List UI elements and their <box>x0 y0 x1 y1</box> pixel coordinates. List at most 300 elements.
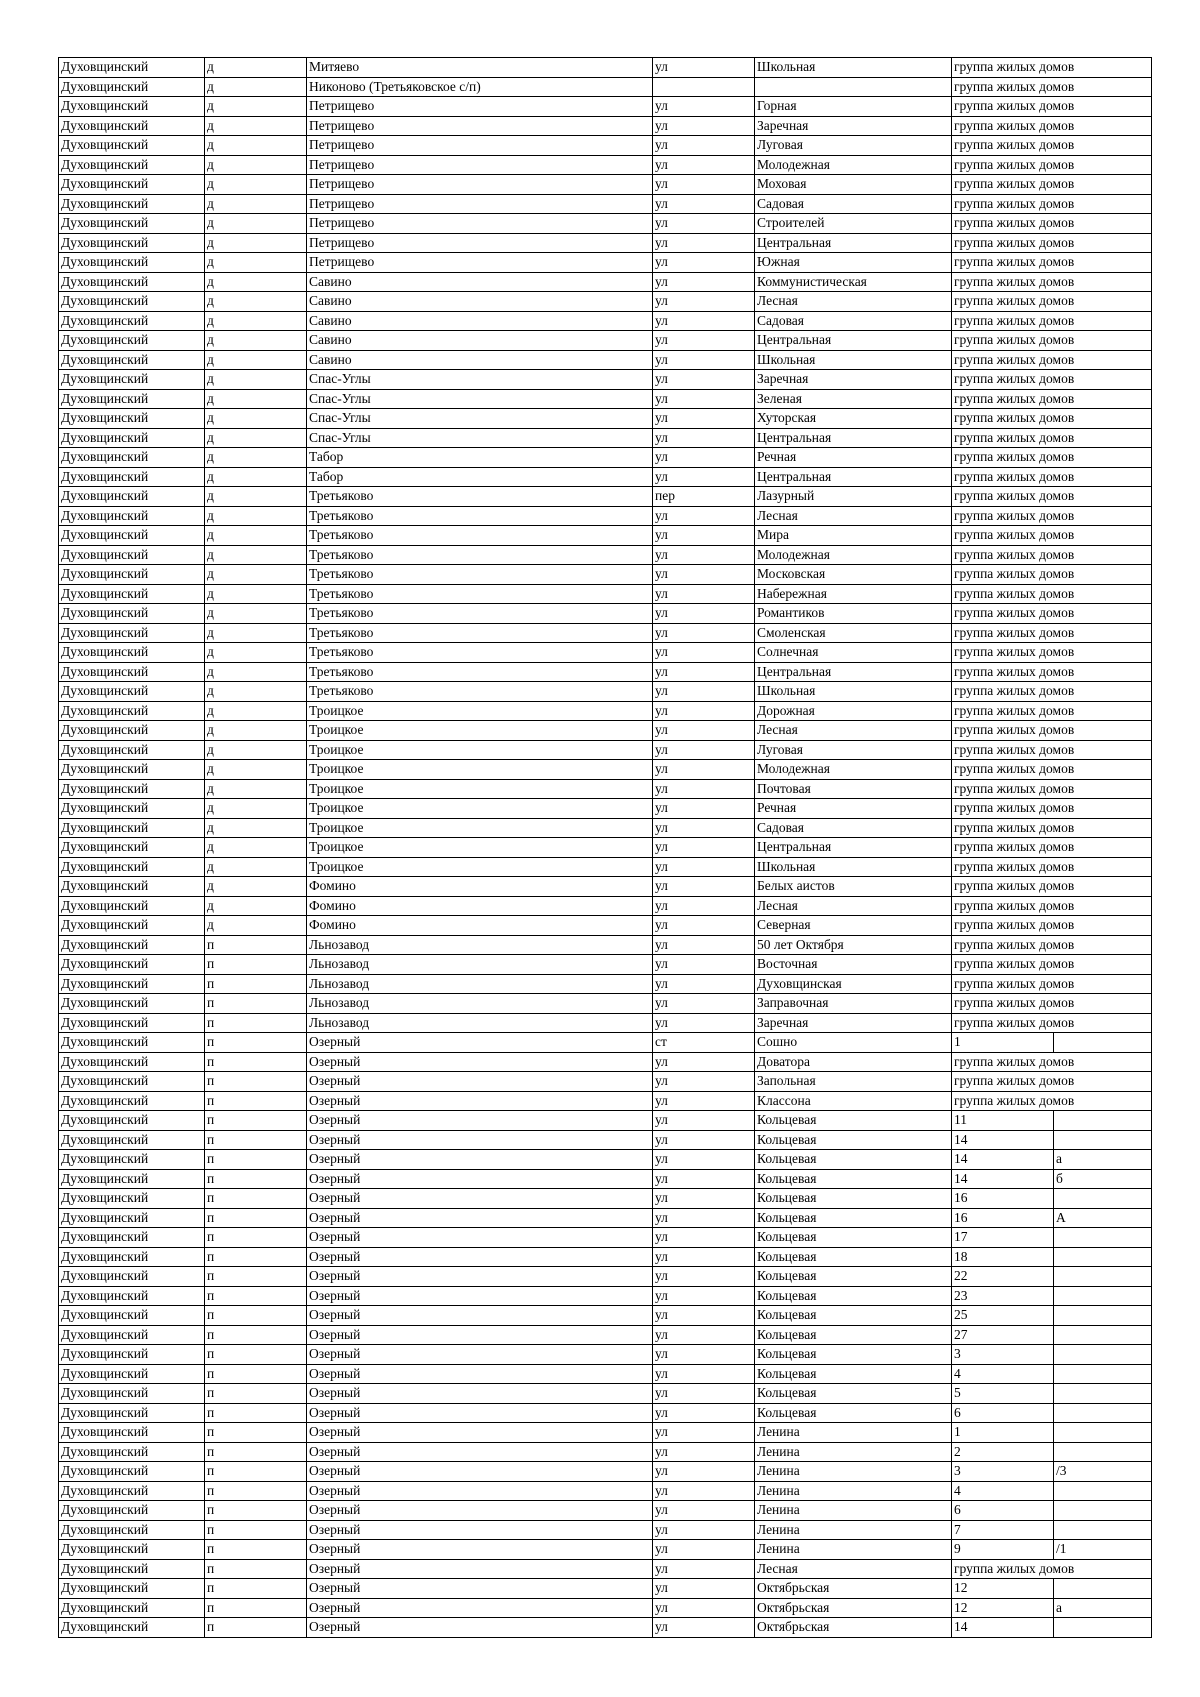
district-cell: Духовщинский <box>59 331 205 351</box>
house-number-cell: группа жилых домов <box>952 760 1152 780</box>
settlement-name-cell: Троицкое <box>307 838 653 858</box>
district-cell: Духовщинский <box>59 955 205 975</box>
house-number-cell: группа жилых домов <box>952 857 1152 877</box>
house-number-cell: 14 <box>952 1169 1054 1189</box>
street-type-cell: ул <box>653 896 755 916</box>
house-number-cell: группа жилых домов <box>952 194 1152 214</box>
street-name-cell: Школьная <box>755 350 952 370</box>
street-type-cell: ул <box>653 779 755 799</box>
house-number-cell: группа жилых домов <box>952 721 1152 741</box>
street-name-cell: Коммунистическая <box>755 272 952 292</box>
street-type-cell: ул <box>653 233 755 253</box>
district-cell: Духовщинский <box>59 1111 205 1131</box>
district-cell: Духовщинский <box>59 1267 205 1287</box>
settlement-type-cell: д <box>205 896 307 916</box>
street-name-cell: Ленина <box>755 1540 952 1560</box>
settlement-name-cell: Озерный <box>307 1247 653 1267</box>
settlement-name-cell: Озерный <box>307 1325 653 1345</box>
table-row <box>59 760 1152 780</box>
settlement-type-cell: д <box>205 331 307 351</box>
settlement-type-cell: д <box>205 487 307 507</box>
table-row <box>59 97 1152 117</box>
district-cell: Духовщинский <box>59 545 205 565</box>
street-name-cell: Ленина <box>755 1481 952 1501</box>
house-number-cell: группа жилых домов <box>952 1091 1152 1111</box>
house-number-cell: группа жилых домов <box>952 877 1152 897</box>
table-row <box>59 487 1152 507</box>
house-number-cell: группа жилых домов <box>952 526 1152 546</box>
settlement-name-cell: Троицкое <box>307 721 653 741</box>
house-suffix-cell <box>1054 1618 1152 1638</box>
street-name-cell: Хуторская <box>755 409 952 429</box>
house-number-cell: группа жилых домов <box>952 643 1152 663</box>
table-row <box>59 253 1152 273</box>
settlement-name-cell: Петрищево <box>307 233 653 253</box>
district-cell: Духовщинский <box>59 838 205 858</box>
street-type-cell: ул <box>653 175 755 195</box>
house-number-cell: группа жилых домов <box>952 565 1152 585</box>
house-suffix-cell <box>1054 1403 1152 1423</box>
house-number-cell: группа жилых домов <box>952 935 1152 955</box>
street-type-cell: ул <box>653 838 755 858</box>
table-row <box>59 526 1152 546</box>
settlement-type-cell: п <box>205 1598 307 1618</box>
settlement-name-cell: Озерный <box>307 1052 653 1072</box>
house-number-cell: 1 <box>952 1423 1054 1443</box>
house-number-cell: группа жилых домов <box>952 1072 1152 1092</box>
street-name-cell: Кольцевая <box>755 1306 952 1326</box>
street-name-cell: Сошно <box>755 1033 952 1053</box>
street-type-cell: ул <box>653 1501 755 1521</box>
street-name-cell: Кольцевая <box>755 1325 952 1345</box>
street-name-cell: Дорожная <box>755 701 952 721</box>
street-name-cell: Садовая <box>755 818 952 838</box>
table-row <box>59 1033 1152 1053</box>
street-name-cell: Кольцевая <box>755 1384 952 1404</box>
house-number-cell: 27 <box>952 1325 1054 1345</box>
settlement-name-cell: Третьяково <box>307 643 653 663</box>
house-number-cell: группа жилых домов <box>952 779 1152 799</box>
table-row <box>59 584 1152 604</box>
house-number-cell: группа жилых домов <box>952 1052 1152 1072</box>
settlement-name-cell: Озерный <box>307 1208 653 1228</box>
table-row <box>59 545 1152 565</box>
district-cell: Духовщинский <box>59 1072 205 1092</box>
settlement-name-cell: Третьяково <box>307 662 653 682</box>
table-row <box>59 916 1152 936</box>
settlement-type-cell: д <box>205 701 307 721</box>
settlement-type-cell: д <box>205 545 307 565</box>
house-number-cell: 5 <box>952 1384 1054 1404</box>
district-cell: Духовщинский <box>59 682 205 702</box>
street-name-cell: Кольцевая <box>755 1150 952 1170</box>
street-name-cell: Луговая <box>755 136 952 156</box>
settlement-name-cell: Озерный <box>307 1345 653 1365</box>
table-row <box>59 428 1152 448</box>
district-cell: Духовщинский <box>59 1130 205 1150</box>
street-name-cell: Ленина <box>755 1423 952 1443</box>
settlement-type-cell: д <box>205 350 307 370</box>
settlement-type-cell: д <box>205 526 307 546</box>
street-type-cell: ул <box>653 506 755 526</box>
settlement-type-cell: п <box>205 935 307 955</box>
settlement-type-cell: д <box>205 721 307 741</box>
street-name-cell: Лесная <box>755 506 952 526</box>
house-number-cell: группа жилых домов <box>952 58 1152 78</box>
street-type-cell: ст <box>653 1033 755 1053</box>
district-cell: Духовщинский <box>59 994 205 1014</box>
settlement-type-cell: д <box>205 565 307 585</box>
house-number-cell: группа жилых домов <box>952 448 1152 468</box>
street-name-cell: Заправочная <box>755 994 952 1014</box>
street-name-cell: Набережная <box>755 584 952 604</box>
street-type-cell: ул <box>653 136 755 156</box>
settlement-type-cell: д <box>205 214 307 234</box>
table-row <box>59 896 1152 916</box>
street-name-cell: Доватора <box>755 1052 952 1072</box>
table-row <box>59 1130 1152 1150</box>
settlement-name-cell: Петрищево <box>307 136 653 156</box>
street-type-cell: ул <box>653 526 755 546</box>
street-name-cell: Почтовая <box>755 779 952 799</box>
street-name-cell: Школьная <box>755 682 952 702</box>
settlement-name-cell: Спас-Углы <box>307 428 653 448</box>
settlement-name-cell: Митяево <box>307 58 653 78</box>
settlement-name-cell: Озерный <box>307 1559 653 1579</box>
street-name-cell: Октябрьская <box>755 1598 952 1618</box>
table-row <box>59 1559 1152 1579</box>
address-table-body <box>59 58 1152 1638</box>
settlement-type-cell: д <box>205 233 307 253</box>
district-cell: Духовщинский <box>59 1579 205 1599</box>
street-type-cell: ул <box>653 1442 755 1462</box>
settlement-type-cell: д <box>205 643 307 663</box>
table-row <box>59 1384 1152 1404</box>
settlement-name-cell: Третьяково <box>307 604 653 624</box>
house-number-cell: группа жилых домов <box>952 350 1152 370</box>
house-number-cell: группа жилых домов <box>952 682 1152 702</box>
street-type-cell: ул <box>653 311 755 331</box>
district-cell: Духовщинский <box>59 1364 205 1384</box>
settlement-type-cell: д <box>205 389 307 409</box>
district-cell: Духовщинский <box>59 1169 205 1189</box>
street-type-cell: ул <box>653 1130 755 1150</box>
district-cell: Духовщинский <box>59 1189 205 1209</box>
house-number-cell: 9 <box>952 1540 1054 1560</box>
settlement-type-cell: д <box>205 97 307 117</box>
settlement-name-cell: Савино <box>307 292 653 312</box>
table-row <box>59 1150 1152 1170</box>
settlement-name-cell: Озерный <box>307 1111 653 1131</box>
house-suffix-cell <box>1054 1306 1152 1326</box>
street-type-cell: ул <box>653 1169 755 1189</box>
district-cell: Духовщинский <box>59 1150 205 1170</box>
table-row <box>59 604 1152 624</box>
table-row <box>59 974 1152 994</box>
house-number-cell: 23 <box>952 1286 1054 1306</box>
street-type-cell: ул <box>653 994 755 1014</box>
house-number-cell: группа жилых домов <box>952 77 1152 97</box>
street-name-cell: Солнечная <box>755 643 952 663</box>
settlement-name-cell: Озерный <box>307 1228 653 1248</box>
district-cell: Духовщинский <box>59 1286 205 1306</box>
house-number-cell: 4 <box>952 1364 1054 1384</box>
street-type-cell: ул <box>653 1520 755 1540</box>
house-number-cell: группа жилых домов <box>952 428 1152 448</box>
street-name-cell: Школьная <box>755 58 952 78</box>
house-number-cell: 14 <box>952 1150 1054 1170</box>
district-cell: Духовщинский <box>59 526 205 546</box>
settlement-type-cell: п <box>205 1189 307 1209</box>
street-type-cell: ул <box>653 1111 755 1131</box>
street-type-cell: ул <box>653 272 755 292</box>
street-name-cell: Кольцевая <box>755 1189 952 1209</box>
settlement-type-cell: д <box>205 175 307 195</box>
house-number-cell: группа жилых домов <box>952 604 1152 624</box>
table-row <box>59 1462 1152 1482</box>
settlement-name-cell: Троицкое <box>307 701 653 721</box>
street-name-cell: Смоленская <box>755 623 952 643</box>
street-name-cell: Кольцевая <box>755 1286 952 1306</box>
street-name-cell: Восточная <box>755 955 952 975</box>
settlement-name-cell: Савино <box>307 331 653 351</box>
house-number-cell: группа жилых домов <box>952 506 1152 526</box>
table-row <box>59 370 1152 390</box>
district-cell: Духовщинский <box>59 1481 205 1501</box>
house-suffix-cell <box>1054 1267 1152 1287</box>
house-number-cell: 12 <box>952 1598 1054 1618</box>
district-cell: Духовщинский <box>59 1520 205 1540</box>
street-type-cell: ул <box>653 155 755 175</box>
house-number-cell: группа жилых домов <box>952 623 1152 643</box>
table-row <box>59 1013 1152 1033</box>
settlement-type-cell: д <box>205 467 307 487</box>
settlement-type-cell: п <box>205 955 307 975</box>
table-row <box>59 77 1152 97</box>
table-row <box>59 1364 1152 1384</box>
settlement-type-cell: д <box>205 155 307 175</box>
street-type-cell: ул <box>653 1286 755 1306</box>
settlement-name-cell: Третьяково <box>307 506 653 526</box>
street-type-cell: ул <box>653 721 755 741</box>
street-type-cell: ул <box>653 1072 755 1092</box>
district-cell: Духовщинский <box>59 1423 205 1443</box>
street-name-cell: Лесная <box>755 721 952 741</box>
street-name-cell: Ленина <box>755 1501 952 1521</box>
settlement-type-cell: п <box>205 1267 307 1287</box>
district-cell: Духовщинский <box>59 1325 205 1345</box>
table-row <box>59 1481 1152 1501</box>
settlement-type-cell: д <box>205 818 307 838</box>
district-cell: Духовщинский <box>59 799 205 819</box>
street-type-cell: ул <box>653 116 755 136</box>
table-row <box>59 1111 1152 1131</box>
house-suffix-cell <box>1054 1247 1152 1267</box>
district-cell: Духовщинский <box>59 760 205 780</box>
house-number-cell: группа жилых домов <box>952 974 1152 994</box>
street-name-cell: Заречная <box>755 1013 952 1033</box>
settlement-type-cell: п <box>205 1384 307 1404</box>
district-cell: Духовщинский <box>59 1091 205 1111</box>
street-name-cell: 50 лет Октября <box>755 935 952 955</box>
settlement-name-cell: Петрищево <box>307 175 653 195</box>
street-type-cell: ул <box>653 1325 755 1345</box>
district-cell: Духовщинский <box>59 740 205 760</box>
settlement-name-cell: Льнозавод <box>307 955 653 975</box>
settlement-name-cell: Троицкое <box>307 740 653 760</box>
street-name-cell: Московская <box>755 565 952 585</box>
table-row <box>59 1403 1152 1423</box>
table-row <box>59 565 1152 585</box>
table-row <box>59 467 1152 487</box>
street-type-cell: ул <box>653 1559 755 1579</box>
settlement-name-cell: Петрищево <box>307 194 653 214</box>
house-suffix-cell <box>1054 1442 1152 1462</box>
house-suffix-cell <box>1054 1345 1152 1365</box>
settlement-type-cell: д <box>205 877 307 897</box>
table-row <box>59 1345 1152 1365</box>
settlement-name-cell: Петрищево <box>307 116 653 136</box>
house-suffix-cell <box>1054 1130 1152 1150</box>
settlement-name-cell: Троицкое <box>307 857 653 877</box>
street-type-cell: ул <box>653 1481 755 1501</box>
settlement-name-cell: Петрищево <box>307 214 653 234</box>
house-number-cell: группа жилых домов <box>952 175 1152 195</box>
settlement-type-cell: д <box>205 194 307 214</box>
district-cell: Духовщинский <box>59 116 205 136</box>
table-row <box>59 838 1152 858</box>
street-type-cell: ул <box>653 584 755 604</box>
settlement-type-cell: п <box>205 1481 307 1501</box>
house-number-cell: группа жилых домов <box>952 799 1152 819</box>
street-name-cell: Моховая <box>755 175 952 195</box>
street-type-cell: ул <box>653 545 755 565</box>
street-name-cell: Центральная <box>755 428 952 448</box>
street-type-cell: пер <box>653 487 755 507</box>
settlement-type-cell: д <box>205 623 307 643</box>
street-name-cell: Кольцевая <box>755 1169 952 1189</box>
settlement-type-cell: д <box>205 311 307 331</box>
settlement-type-cell: д <box>205 136 307 156</box>
house-number-cell: группа жилых домов <box>952 994 1152 1014</box>
house-suffix-cell <box>1054 1189 1152 1209</box>
house-number-cell: группа жилых домов <box>952 1559 1152 1579</box>
street-type-cell: ул <box>653 1462 755 1482</box>
street-type-cell: ул <box>653 857 755 877</box>
street-type-cell: ул <box>653 1345 755 1365</box>
house-number-cell: 7 <box>952 1520 1054 1540</box>
table-row <box>59 955 1152 975</box>
settlement-name-cell: Озерный <box>307 1403 653 1423</box>
settlement-name-cell: Петрищево <box>307 155 653 175</box>
table-row <box>59 1442 1152 1462</box>
street-name-cell <box>755 77 952 97</box>
table-row <box>59 740 1152 760</box>
street-name-cell: Лесная <box>755 896 952 916</box>
street-type-cell: ул <box>653 818 755 838</box>
house-number-cell: группа жилых домов <box>952 409 1152 429</box>
street-name-cell: Кольцевая <box>755 1403 952 1423</box>
settlement-name-cell: Озерный <box>307 1306 653 1326</box>
house-number-cell: группа жилых домов <box>952 818 1152 838</box>
house-suffix-cell <box>1054 1228 1152 1248</box>
street-type-cell: ул <box>653 1208 755 1228</box>
house-number-cell: 16 <box>952 1208 1054 1228</box>
district-cell: Духовщинский <box>59 857 205 877</box>
street-type-cell: ул <box>653 1403 755 1423</box>
street-type-cell: ул <box>653 214 755 234</box>
district-cell: Духовщинский <box>59 1345 205 1365</box>
street-name-cell: Молодежная <box>755 545 952 565</box>
table-row <box>59 1325 1152 1345</box>
table-row <box>59 272 1152 292</box>
district-cell: Духовщинский <box>59 77 205 97</box>
settlement-name-cell: Савино <box>307 311 653 331</box>
district-cell: Духовщинский <box>59 58 205 78</box>
house-number-cell: группа жилых домов <box>952 331 1152 351</box>
district-cell: Духовщинский <box>59 97 205 117</box>
settlement-type-cell: п <box>205 1442 307 1462</box>
street-type-cell: ул <box>653 370 755 390</box>
district-cell: Духовщинский <box>59 1228 205 1248</box>
street-name-cell: Строителей <box>755 214 952 234</box>
street-type-cell: ул <box>653 1364 755 1384</box>
settlement-type-cell: д <box>205 682 307 702</box>
table-row <box>59 662 1152 682</box>
settlement-type-cell: п <box>205 1052 307 1072</box>
settlement-name-cell: Льнозавод <box>307 935 653 955</box>
settlement-type-cell: п <box>205 1501 307 1521</box>
settlement-name-cell: Петрищево <box>307 97 653 117</box>
street-name-cell: Классона <box>755 1091 952 1111</box>
settlement-type-cell: д <box>205 448 307 468</box>
house-number-cell: 14 <box>952 1130 1054 1150</box>
house-number-cell: 25 <box>952 1306 1054 1326</box>
settlement-type-cell: д <box>205 506 307 526</box>
table-row <box>59 721 1152 741</box>
street-name-cell: Кольцевая <box>755 1111 952 1131</box>
house-suffix-cell <box>1054 1364 1152 1384</box>
district-cell: Духовщинский <box>59 896 205 916</box>
house-number-cell: 22 <box>952 1267 1054 1287</box>
house-number-cell: группа жилых домов <box>952 584 1152 604</box>
district-cell: Духовщинский <box>59 623 205 643</box>
house-number-cell: 16 <box>952 1189 1054 1209</box>
table-row <box>59 1208 1152 1228</box>
house-suffix-cell <box>1054 1423 1152 1443</box>
table-row <box>59 506 1152 526</box>
table-row <box>59 58 1152 78</box>
district-cell: Духовщинский <box>59 818 205 838</box>
street-name-cell: Молодежная <box>755 155 952 175</box>
table-row <box>59 1228 1152 1248</box>
table-row <box>59 194 1152 214</box>
house-suffix-cell: /1 <box>1054 1540 1152 1560</box>
house-number-cell: группа жилых домов <box>952 155 1152 175</box>
settlement-name-cell: Озерный <box>307 1384 653 1404</box>
street-type-cell: ул <box>653 1423 755 1443</box>
house-number-cell: группа жилых домов <box>952 253 1152 273</box>
table-row <box>59 779 1152 799</box>
settlement-name-cell: Петрищево <box>307 253 653 273</box>
street-name-cell: Ленина <box>755 1442 952 1462</box>
table-row <box>59 136 1152 156</box>
street-name-cell: Кольцевая <box>755 1247 952 1267</box>
table-row <box>59 994 1152 1014</box>
settlement-name-cell: Озерный <box>307 1267 653 1287</box>
settlement-name-cell: Озерный <box>307 1286 653 1306</box>
street-type-cell: ул <box>653 1091 755 1111</box>
